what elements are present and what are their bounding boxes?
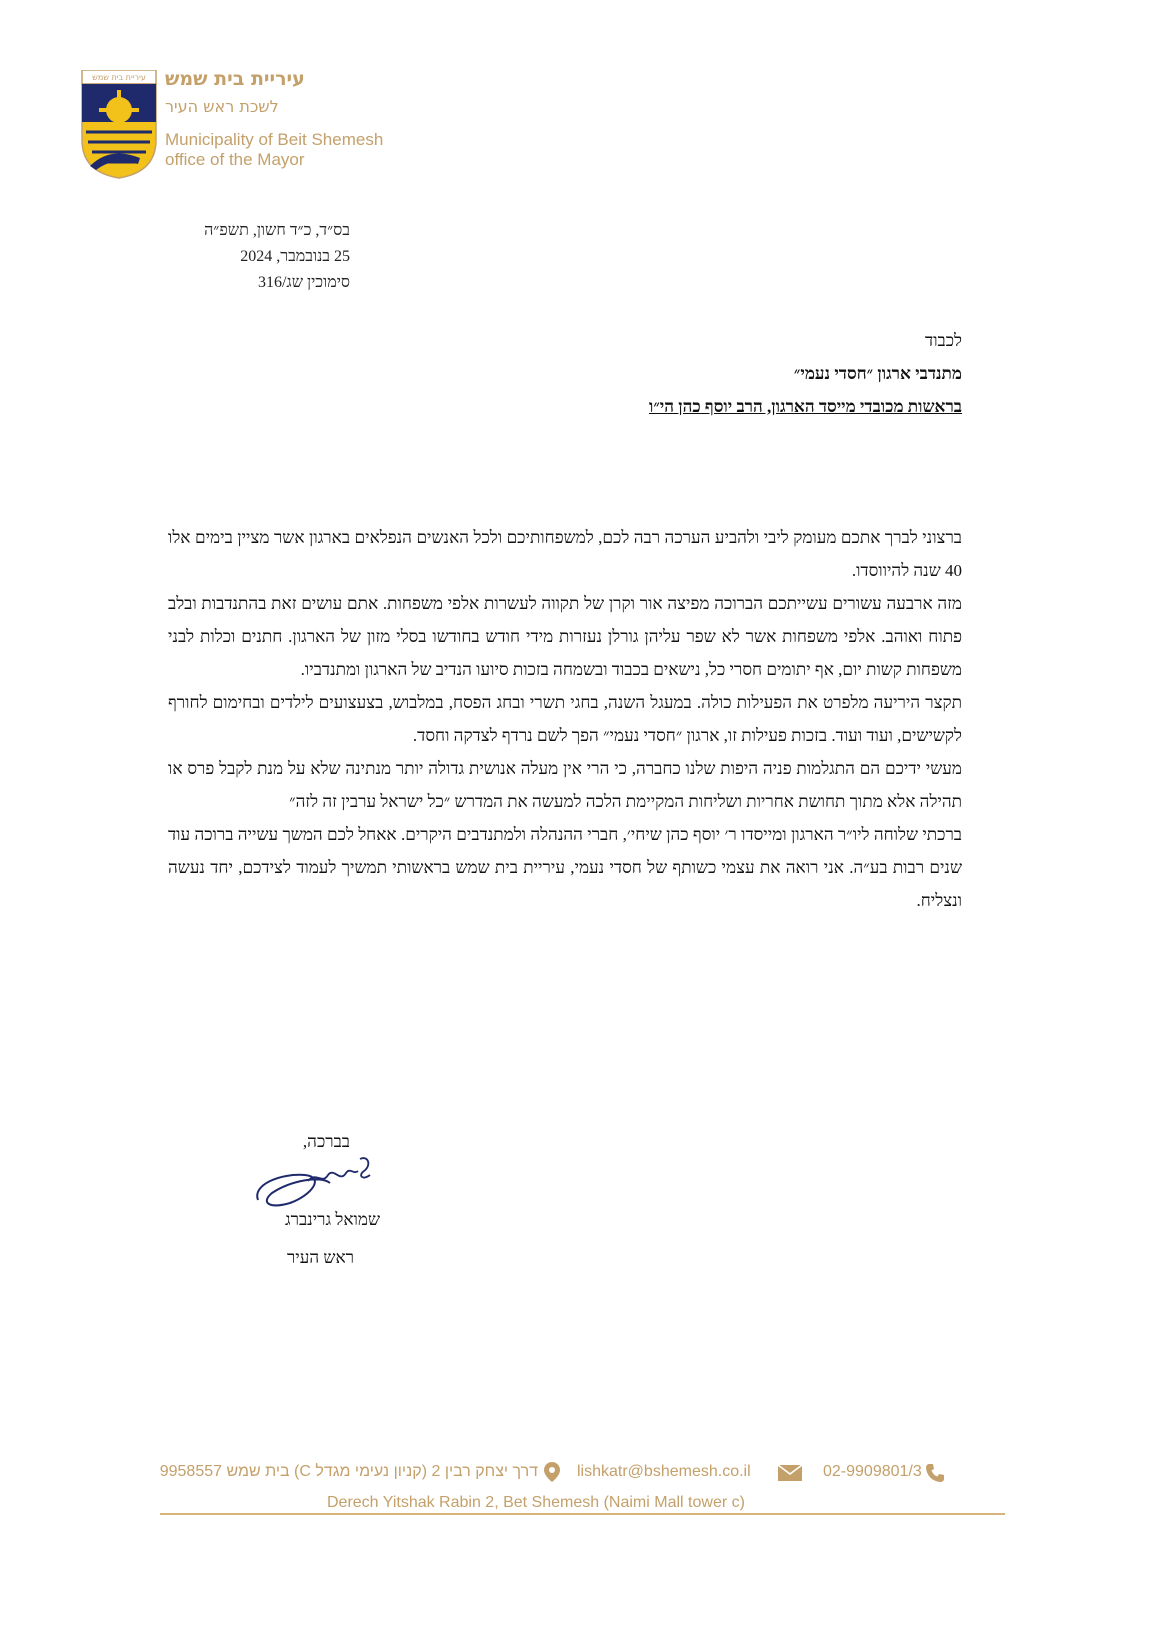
footer-divider — [160, 1513, 1005, 1515]
municipality-emblem — [80, 70, 158, 180]
reference-number: סימוכין שג/316 — [257, 274, 350, 291]
location-pin-icon — [544, 1462, 560, 1486]
body-paragraph: תקצר היריעה מלפרט את הפעילות כולה. במעגל השנה, בחגי תשרי ובחג הפסח, במלבוש, בצעצועים לילדים ובחימום לחורף לקשישים, ועוד ועוד. בזכות פעילות זו, ארגון ״חסדי נעמי״ הפך לשם נרדף לצדקה וחסד. — [168, 693, 962, 745]
office-name-en: office of the Mayor — [165, 150, 305, 169]
footer-email: lishkatr@bshemesh.co.il — [577, 1463, 751, 1480]
phone-icon — [925, 1463, 945, 1487]
signer-name: שמואל גרינברג — [285, 1210, 380, 1229]
addressee-block — [400, 324, 962, 423]
closing: בברכה, — [302, 1132, 350, 1151]
gregorian-date: 25 בנובמבר, 2024 — [240, 248, 350, 265]
salutation: לכבוד — [925, 331, 962, 350]
office-name-he: לשכת ראש העיר — [165, 97, 279, 116]
recipient: מתנדבי ארגון ״חסדי נעמי״ — [793, 364, 962, 383]
envelope-icon — [778, 1465, 802, 1485]
emblem-label: עיריית בית שמש — [92, 73, 146, 82]
date-block — [110, 218, 350, 296]
handwritten-signature — [250, 1145, 390, 1215]
footer-address-he: דרך יצחק רבין 2 (קניון נעימי מגדל C) בית שמש 9958557 — [159, 1463, 538, 1480]
body-paragraph: מזה ארבעה עשורים עשייתכם הברוכה מפיצה אור וקרן של תקווה לעשרות אלפי משפחות. אתם עושים זאת בהתנדבות ובלב פתוח ואוהב. אלפי משפחות אשר לא שפר עליהן גורלן נעזרות מידי חודש בחודשו בסלי מזון של הארגון. חתנים וכלות לבני משפחות קשות יום, אף יתומים חסרי כל, נישאים בכבוד ובשמחה בזכות סיועו הנדיב של הארגון ומתנדביו. — [168, 594, 962, 679]
footer-address-en: Derech Yitshak Rabin 2, Bet Shemesh (Naimi Mall tower c) — [327, 1494, 745, 1511]
body-paragraph: מעשי ידיכם הם התגלמות פניה היפות שלנו כחברה, כי הרי אין מעלה אנושית גדולה יותר מנתינה שלא על מנת לקבל פרס או תהילה אלא מתוך תחושת אחריות ושליחות המקיימת הלכה למעשה את המדרש ״כל ישראל ערבין זה לזה״ — [168, 759, 962, 811]
letter-body — [168, 521, 962, 917]
body-paragraph: ברצוני לברך אתכם מעומק ליבי ולהביע הערכה רבה לכם, למשפחותיכם ולכל האנשים הנפלאים בארגון אשר מציין בימים אלו 40 שנה להיווסדו. — [168, 528, 962, 580]
signer-title: ראש העיר — [286, 1248, 354, 1267]
municipality-name-en: Municipality of Beit Shemesh — [165, 130, 384, 149]
footer-phone: 02-9909801/3 — [823, 1463, 922, 1480]
hebrew-date: בס״ד, כ״ד חשון, תשפ״ה — [204, 222, 350, 239]
body-paragraph: ברכתי שלוחה ליו״ר הארגון ומייסדו ר׳ יוסף כהן שיחי׳, חברי ההנהלה ולמתנדבים היקרים. אאחל לכם המשך עשייה ברוכה עוד שנים רבות בע״ה. אני רואה את עצמי כשותף של חסדי נעמי, עיריית בית שמש בראשותי תמשיך לעמוד לצידכם, יחד נעשה ונצליח. — [168, 825, 962, 910]
municipality-name-he: עיריית בית שמש — [165, 68, 305, 90]
recipient-head: בראשות מכובדי מייסד הארגון, הרב יוסף כהן הי״ו — [648, 397, 962, 416]
